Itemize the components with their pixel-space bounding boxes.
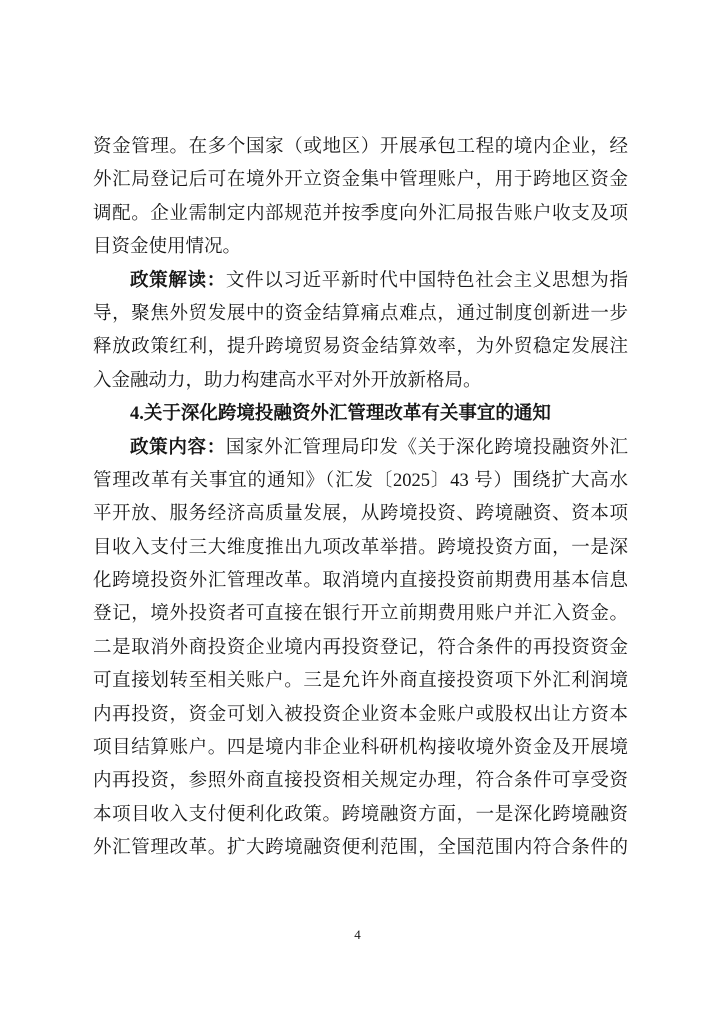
text-segment: 本项目收入支付便利化政策。跨境融资方面，一是深化跨境融资 [93, 804, 628, 825]
heading-item-4-cross-border-investment-financing-notice [93, 398, 628, 431]
text-line [93, 765, 628, 798]
text-segment: 化跨境投资外汇管理改革。取消境内直接投资前期费用基本信息 [93, 571, 628, 592]
text-line [93, 265, 628, 298]
text-line [93, 632, 628, 665]
text-segment: 国家外汇管理局印发《关于深化跨境投融资外汇 [225, 437, 628, 458]
text-line [93, 532, 628, 565]
text-segment: 平开放、服务经济高质量发展，从跨境投资、跨境融资、资本项 [93, 504, 628, 525]
text-line [93, 598, 628, 631]
document-body [93, 131, 628, 866]
text-segment: 目收入支付三大维度推出九项改革举措。跨境投资方面，一是深 [93, 537, 628, 558]
text-segment: 外汇管理改革。扩大跨境融资便利范围，全国范围内符合条件的 [93, 838, 628, 859]
bold-text-segment: 政策解读： [130, 270, 226, 291]
para-funds-management-continuation [93, 131, 628, 265]
bold-text-segment: 政策内容： [130, 437, 226, 458]
text-line [93, 832, 628, 865]
text-segment: 内再投资，资金可划入被投资企业资本金账户或股权出让方资本 [93, 704, 628, 725]
text-segment: 入金融动力，助力构建高水平对外开放新格局。 [93, 370, 482, 391]
text-segment: 目资金使用情况。 [93, 237, 242, 258]
text-segment: 释放政策红利，提升跨境贸易资金结算效率，为外贸稳定发展注 [93, 337, 628, 358]
text-line [93, 365, 628, 398]
page-number: 4 [354, 927, 361, 942]
text-line [93, 665, 628, 698]
text-line [93, 465, 628, 498]
text-line [93, 432, 628, 465]
text-line [93, 699, 628, 732]
text-segment: 文件以习近平新时代中国特色社会主义思想为指 [225, 270, 628, 291]
text-line [93, 131, 628, 164]
text-line [93, 164, 628, 197]
text-line [93, 498, 628, 531]
text-line [93, 298, 628, 331]
text-segment: 二是取消外商投资企业境内再投资登记，符合条件的再投资资金 [93, 637, 628, 658]
para-policy-content [93, 432, 628, 866]
bold-text-segment: 4.关于深化跨境投融资外汇管理改革有关事宜的通知 [130, 404, 551, 425]
text-line [93, 331, 628, 364]
text-line [93, 565, 628, 598]
text-line [93, 398, 628, 431]
text-line [93, 231, 628, 264]
text-segment: 登记，境外投资者可直接在银行开立前期费用账户并汇入资金。 [93, 604, 628, 625]
text-line [93, 732, 628, 765]
text-segment: 资金管理。在多个国家（或地区）开展承包工程的境内企业，经 [93, 137, 628, 157]
text-segment: 可直接划转至相关账户。三是允许外商直接投资项下外汇利润境 [93, 671, 628, 692]
text-segment: 管理改革有关事宜的通知》（汇发〔2025〕43 号）围绕扩大高水 [93, 470, 628, 491]
para-policy-interpretation [93, 265, 628, 399]
text-segment: 调配。企业需制定内部规范并按季度向外汇局报告账户收支及项 [93, 203, 628, 224]
text-line [93, 799, 628, 832]
text-segment: 内再投资，参照外商直接投资相关规定办理，符合条件可享受资 [93, 771, 628, 792]
text-segment: 项目结算账户。四是境内非企业科研机构接收境外资金及开展境 [93, 738, 628, 759]
text-segment: 导，聚焦外贸发展中的资金结算痛点难点，通过制度创新进一步 [93, 303, 628, 324]
text-segment: 外汇局登记后可在境外开立资金集中管理账户，用于跨地区资金 [93, 170, 628, 191]
text-line [93, 198, 628, 231]
